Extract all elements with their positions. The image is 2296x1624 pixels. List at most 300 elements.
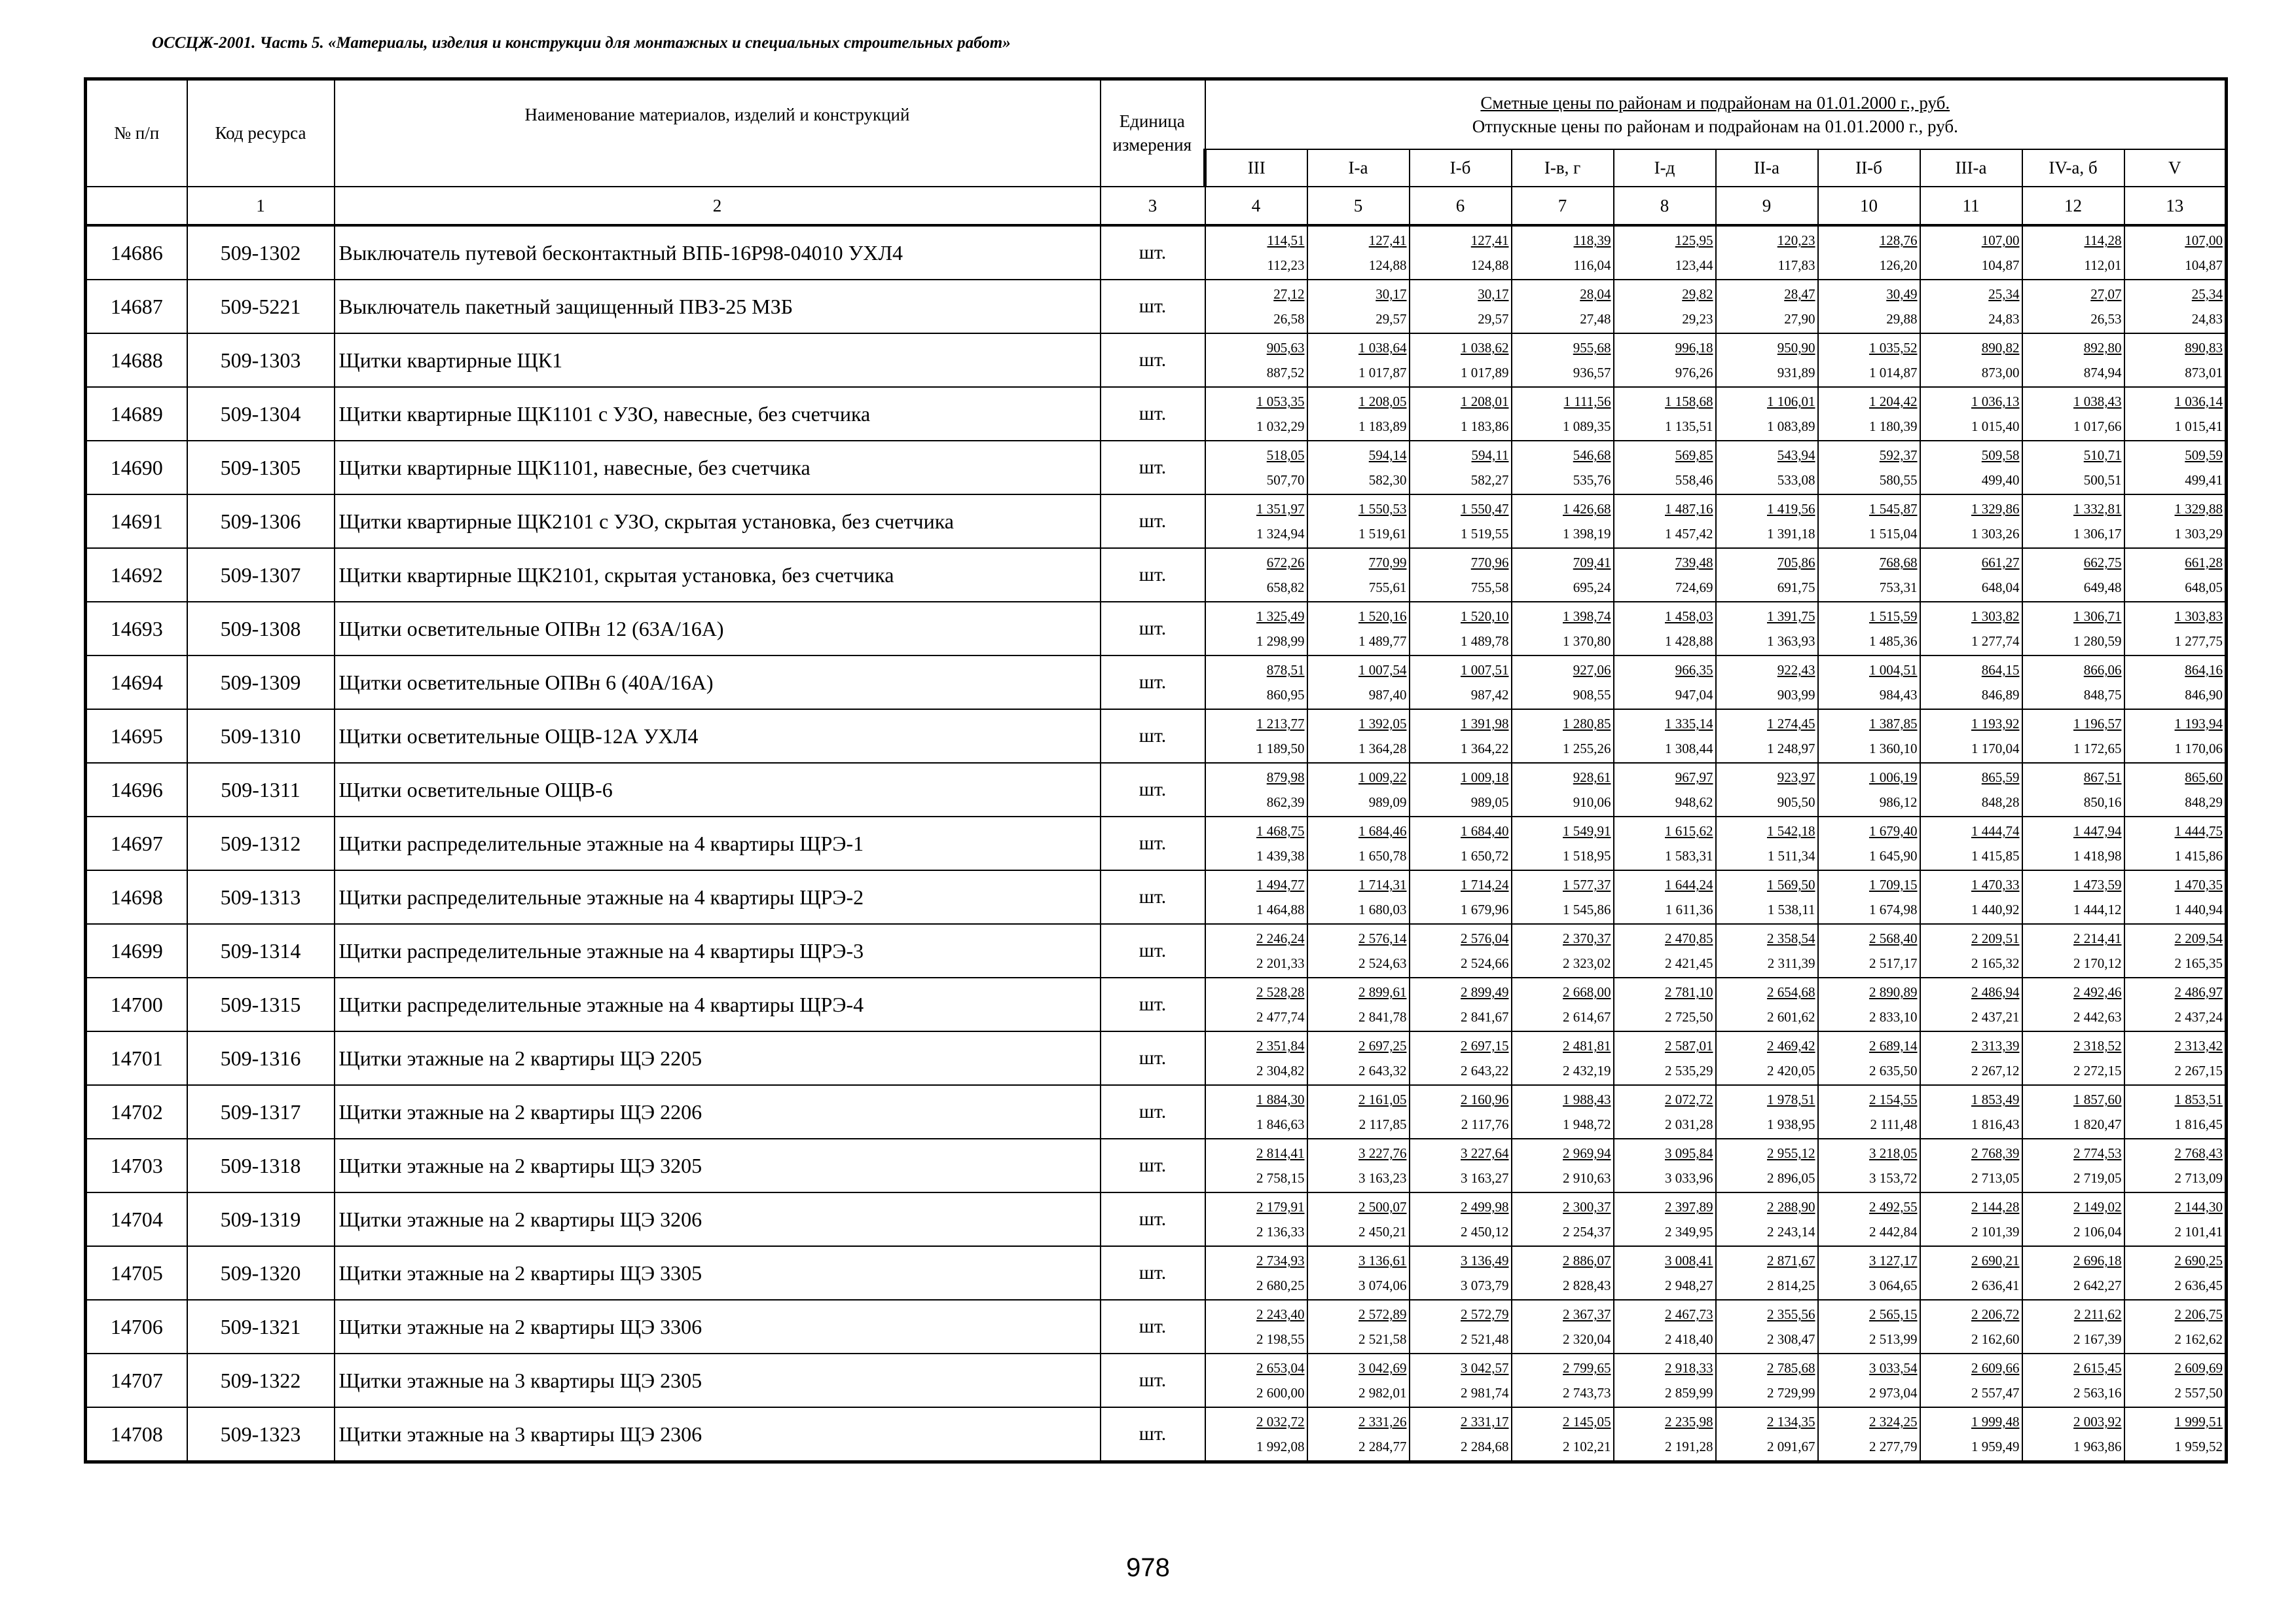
price-cell <box>1410 387 1512 441</box>
table-row <box>86 709 2227 763</box>
estimate-price: 2 492,46 <box>2073 984 2122 1000</box>
estimate-price: 2 654,68 <box>1767 984 1815 1000</box>
release-price: 499,41 <box>2185 472 2223 488</box>
release-price: 976,26 <box>1675 365 1713 380</box>
price-cell <box>1614 225 1716 280</box>
price-cell <box>1716 1407 1818 1462</box>
release-price: 1 172,65 <box>2073 741 2122 756</box>
release-price: 2 450,21 <box>1358 1224 1407 1240</box>
estimate-price: 2 886,07 <box>1563 1253 1611 1268</box>
estimate-price: 592,37 <box>1879 447 1918 463</box>
estimate-price: 1 569,50 <box>1767 877 1815 893</box>
price-cell <box>2022 494 2124 548</box>
price-cell <box>1512 709 1614 763</box>
unit-of-measure: шт. <box>1101 333 1205 387</box>
estimate-price: 2 890,89 <box>1869 984 1918 1000</box>
estimate-price: 2 690,25 <box>2174 1253 2223 1268</box>
release-price: 29,23 <box>1682 311 1713 327</box>
release-price: 2 031,28 <box>1665 1116 1713 1132</box>
price-cell <box>1614 548 1716 602</box>
price-cell <box>1307 1139 1410 1192</box>
release-price: 2 101,39 <box>1971 1224 2020 1240</box>
estimate-price: 1 009,18 <box>1461 769 1509 785</box>
estimate-price: 2 689,14 <box>1869 1038 1918 1054</box>
price-cell <box>2022 924 2124 978</box>
price-cell <box>1307 1407 1410 1462</box>
estimate-price: 2 565,15 <box>1869 1306 1918 1322</box>
price-cell <box>2124 1085 2227 1139</box>
release-price: 1 364,28 <box>1358 741 1407 756</box>
price-cell <box>1205 225 1307 280</box>
estimate-price: 2 331,26 <box>1358 1414 1407 1430</box>
estimate-price: 1 036,14 <box>2174 394 2223 409</box>
price-cell <box>1818 1407 1920 1462</box>
estimate-price: 27,12 <box>1273 286 1305 302</box>
resource-code: 509-1302 <box>187 225 335 280</box>
row-number: 14704 <box>86 1192 187 1246</box>
price-cell <box>1614 494 1716 548</box>
unit-of-measure: шт. <box>1101 1031 1205 1085</box>
estimate-price: 1 473,59 <box>2073 877 2122 893</box>
release-price: 2 311,39 <box>1767 955 1815 971</box>
estimate-price: 2 568,40 <box>1869 931 1918 946</box>
price-cell <box>1410 817 1512 870</box>
release-price: 1 519,55 <box>1461 526 1509 542</box>
estimate-price: 1 884,30 <box>1256 1092 1305 1107</box>
price-cell <box>1614 978 1716 1031</box>
resource-code: 509-1321 <box>187 1300 335 1354</box>
row-number: 14689 <box>86 387 187 441</box>
material-name: Щитки осветительные ОЩВ-12А УХЛ4 <box>335 709 1101 763</box>
release-price: 1 457,42 <box>1665 526 1713 542</box>
price-cell <box>1920 924 2022 978</box>
price-cell <box>1818 655 1920 709</box>
price-cell <box>1920 763 2022 817</box>
release-price: 905,50 <box>1777 794 1815 810</box>
price-cell <box>1205 441 1307 494</box>
estimate-price: 1 004,51 <box>1869 662 1918 678</box>
release-price: 2 513,99 <box>1869 1331 1918 1347</box>
estimate-price: 1 978,51 <box>1767 1092 1815 1107</box>
estimate-price: 120,23 <box>1777 232 1815 248</box>
price-cell <box>1818 978 1920 1031</box>
row-number: 14697 <box>86 817 187 870</box>
estimate-price: 1 006,19 <box>1869 769 1918 785</box>
release-price: 1 280,59 <box>2073 633 2122 649</box>
release-price: 2 267,12 <box>1971 1063 2020 1079</box>
release-price: 29,57 <box>1376 311 1407 327</box>
release-price: 848,75 <box>2083 687 2122 703</box>
estimate-price: 1 468,75 <box>1256 823 1305 839</box>
row-number: 14706 <box>86 1300 187 1354</box>
price-cell <box>1920 387 2022 441</box>
release-price: 1 248,97 <box>1767 741 1815 756</box>
material-name: Щитки этажные на 3 квартиры ЩЭ 2305 <box>335 1354 1101 1407</box>
price-cell <box>1205 280 1307 333</box>
release-price: 873,00 <box>1981 365 2020 380</box>
release-price: 29,88 <box>1886 311 1918 327</box>
release-price: 1 303,26 <box>1971 526 2020 542</box>
price-cell <box>2124 1031 2227 1085</box>
estimate-price: 1 280,85 <box>1563 716 1611 731</box>
price-cell <box>2022 441 2124 494</box>
release-price: 558,46 <box>1675 472 1713 488</box>
estimate-price: 1 515,59 <box>1869 608 1918 624</box>
region-header: II-а <box>1716 149 1818 187</box>
release-price: 2 284,68 <box>1461 1439 1509 1454</box>
region-header: III-а <box>1920 149 2022 187</box>
estimate-price: 1 444,75 <box>2174 823 2223 839</box>
estimate-price: 2 955,12 <box>1767 1145 1815 1161</box>
release-price: 2 642,27 <box>2073 1278 2122 1293</box>
price-cell <box>1205 709 1307 763</box>
release-price: 2 254,37 <box>1563 1224 1611 1240</box>
table-row <box>86 333 2227 387</box>
release-price: 3 163,23 <box>1358 1170 1407 1186</box>
release-price: 989,05 <box>1470 794 1509 810</box>
row-number: 14700 <box>86 978 187 1031</box>
price-cell <box>1410 1031 1512 1085</box>
release-price: 1 017,66 <box>2073 418 2122 434</box>
release-price: 580,55 <box>1879 472 1918 488</box>
release-price: 582,30 <box>1368 472 1407 488</box>
release-price: 2 111,48 <box>1870 1116 1918 1132</box>
estimate-price: 867,51 <box>2083 769 2122 785</box>
price-cell <box>2022 1354 2124 1407</box>
price-cell <box>1205 548 1307 602</box>
table-row <box>86 1192 2227 1246</box>
price-cell <box>1614 870 1716 924</box>
row-number: 14703 <box>86 1139 187 1192</box>
release-price: 104,87 <box>2185 257 2223 273</box>
release-price: 1 308,44 <box>1665 741 1713 756</box>
estimate-price: 1 520,16 <box>1358 608 1407 624</box>
unit-of-measure: шт. <box>1101 1300 1205 1354</box>
release-price: 2 201,33 <box>1256 955 1305 971</box>
price-cell <box>2022 817 2124 870</box>
release-price: 2 981,74 <box>1461 1385 1509 1401</box>
release-price: 2 308,47 <box>1767 1331 1815 1347</box>
estimate-price: 2 492,55 <box>1869 1199 1918 1215</box>
estimate-price: 128,76 <box>1879 232 1918 248</box>
unit-of-measure: шт. <box>1101 387 1205 441</box>
release-price: 2 643,22 <box>1461 1063 1509 1079</box>
estimate-price: 1 988,43 <box>1563 1092 1611 1107</box>
release-price: 1 674,98 <box>1869 902 1918 917</box>
estimate-price: 1 274,45 <box>1767 716 1815 731</box>
estimate-price: 1 303,83 <box>2174 608 2223 624</box>
column-number: 5 <box>1307 187 1410 225</box>
estimate-price: 594,11 <box>1471 447 1509 463</box>
release-price: 2 243,14 <box>1767 1224 1815 1240</box>
price-cell <box>1614 763 1716 817</box>
unit-of-measure: шт. <box>1101 1139 1205 1192</box>
release-price: 2 162,62 <box>2174 1331 2223 1347</box>
estimate-price: 2 609,69 <box>2174 1360 2223 1376</box>
price-cell <box>2022 280 2124 333</box>
estimate-price: 1 853,49 <box>1971 1092 2020 1107</box>
unit-of-measure: шт. <box>1101 870 1205 924</box>
price-cell <box>2022 655 2124 709</box>
estimate-price: 2 609,66 <box>1971 1360 2020 1376</box>
price-cell <box>1920 709 2022 763</box>
estimate-price: 1 351,97 <box>1256 501 1305 517</box>
estimate-price: 2 149,02 <box>2073 1199 2122 1215</box>
column-number: 4 <box>1205 187 1307 225</box>
price-cell <box>1307 1031 1410 1085</box>
row-number: 14690 <box>86 441 187 494</box>
table-row <box>86 441 2227 494</box>
region-header: I-б <box>1410 149 1512 187</box>
estimate-price: 2 572,79 <box>1461 1306 1509 1322</box>
price-cell <box>1307 1300 1410 1354</box>
release-price: 2 833,10 <box>1869 1009 1918 1025</box>
price-cell <box>2022 548 2124 602</box>
release-price: 1 515,04 <box>1869 526 1918 542</box>
release-price: 2 165,32 <box>1971 955 2020 971</box>
price-cell <box>1614 441 1716 494</box>
estimate-price: 770,99 <box>1368 555 1407 570</box>
release-price: 2 557,50 <box>2174 1385 2223 1401</box>
price-cell <box>1205 924 1307 978</box>
release-price: 3 073,79 <box>1461 1278 1509 1293</box>
price-cell <box>2022 1246 2124 1300</box>
release-price: 1 014,87 <box>1869 365 1918 380</box>
release-price: 1 418,98 <box>2073 848 2122 864</box>
unit-of-measure: шт. <box>1101 709 1205 763</box>
price-cell <box>1205 1300 1307 1354</box>
table-row <box>86 924 2227 978</box>
price-cell <box>1614 1407 1716 1462</box>
table-row <box>86 870 2227 924</box>
price-cell <box>1205 1354 1307 1407</box>
release-price: 908,55 <box>1573 687 1611 703</box>
estimate-price: 2 499,98 <box>1461 1199 1509 1215</box>
price-cell <box>1307 494 1410 548</box>
estimate-price: 922,43 <box>1777 662 1815 678</box>
release-price: 1 183,89 <box>1358 418 1407 434</box>
price-cell <box>2022 387 2124 441</box>
price-cell <box>1512 924 1614 978</box>
release-price: 987,40 <box>1368 687 1407 703</box>
table-row <box>86 280 2227 333</box>
release-price: 1 650,72 <box>1461 848 1509 864</box>
estimate-price: 114,28 <box>2084 232 2122 248</box>
release-price: 1 959,49 <box>1971 1439 2020 1454</box>
release-price: 2 267,15 <box>2174 1063 2223 1079</box>
price-cell <box>1307 870 1410 924</box>
estimate-price: 1 329,88 <box>2174 501 2223 517</box>
unit-of-measure: шт. <box>1101 548 1205 602</box>
release-price: 1 428,88 <box>1665 633 1713 649</box>
estimate-price: 879,98 <box>1266 769 1305 785</box>
release-price: 112,01 <box>2084 257 2122 273</box>
price-cell <box>1307 655 1410 709</box>
release-price: 1 680,03 <box>1358 902 1407 917</box>
price-cell <box>1716 280 1818 333</box>
resource-code: 509-5221 <box>187 280 335 333</box>
estimate-price: 2 160,96 <box>1461 1092 1509 1107</box>
estimate-price: 25,34 <box>2191 286 2223 302</box>
release-price: 2 349,95 <box>1665 1224 1713 1240</box>
price-cell <box>1716 1192 1818 1246</box>
price-cell <box>1512 870 1614 924</box>
price-cell <box>1410 1407 1512 1462</box>
price-cell <box>1818 280 1920 333</box>
price-cell <box>1512 548 1614 602</box>
estimate-price: 1 208,01 <box>1461 394 1509 409</box>
price-cell <box>1205 1031 1307 1085</box>
price-cell <box>1818 1246 1920 1300</box>
material-name: Щитки этажные на 2 квартиры ЩЭ 2205 <box>335 1031 1101 1085</box>
release-price: 1 518,95 <box>1563 848 1611 864</box>
column-number: 11 <box>1920 187 2022 225</box>
table-row <box>86 763 2227 817</box>
estimate-price: 1 458,03 <box>1665 608 1713 624</box>
price-cell <box>1410 978 1512 1031</box>
release-price: 3 064,65 <box>1869 1278 1918 1293</box>
table-row <box>86 225 2227 280</box>
price-cell <box>1614 1085 1716 1139</box>
page-number: 978 <box>1126 1553 1170 1582</box>
material-name: Щитки квартирные ЩК1101 с УЗО, навесные, без счетчика <box>335 387 1101 441</box>
row-number: 14686 <box>86 225 187 280</box>
price-cell <box>1512 333 1614 387</box>
estimate-price: 125,95 <box>1675 232 1713 248</box>
price-cell <box>2022 333 2124 387</box>
estimate-price: 1 470,33 <box>1971 877 2020 893</box>
release-price: 1 511,34 <box>1767 848 1815 864</box>
price-cell <box>1818 1300 1920 1354</box>
estimate-price: 1 542,18 <box>1767 823 1815 839</box>
release-price: 2 614,67 <box>1563 1009 1611 1025</box>
estimate-price: 2 697,25 <box>1358 1038 1407 1054</box>
estimate-price: 2 072,72 <box>1665 1092 1713 1107</box>
release-price: 850,16 <box>2083 794 2122 810</box>
estimate-price: 30,17 <box>1376 286 1407 302</box>
release-price: 27,48 <box>1580 311 1611 327</box>
estimate-price: 662,75 <box>2083 555 2122 570</box>
price-cell <box>1716 763 1818 817</box>
resource-code: 509-1323 <box>187 1407 335 1462</box>
row-number: 14707 <box>86 1354 187 1407</box>
release-price: 2 896,05 <box>1767 1170 1815 1186</box>
price-cell <box>1716 602 1818 655</box>
unit-of-measure: шт. <box>1101 280 1205 333</box>
price-cell <box>1818 387 1920 441</box>
table-row <box>86 602 2227 655</box>
estimate-price: 1 038,43 <box>2073 394 2122 409</box>
price-cell <box>1920 1300 2022 1354</box>
row-number: 14701 <box>86 1031 187 1085</box>
material-name: Щитки этажные на 2 квартиры ЩЭ 3206 <box>335 1192 1101 1246</box>
release-price: 2 841,67 <box>1461 1009 1509 1025</box>
unit-of-measure: шт. <box>1101 763 1205 817</box>
estimate-price: 3 033,54 <box>1869 1360 1918 1376</box>
material-name: Щитки квартирные ЩК2101 с УЗО, скрытая установка, без счетчика <box>335 494 1101 548</box>
estimate-price: 2 576,14 <box>1358 931 1407 946</box>
release-price: 2 437,21 <box>1971 1009 2020 1025</box>
document-header: ОССЦЖ-2001. Часть 5. «Материалы, изделия и конструкции для монтажных и специальных строительных работ» <box>152 34 1011 52</box>
price-cell <box>2124 763 2227 817</box>
release-price: 2 162,60 <box>1971 1331 2020 1347</box>
estimate-price: 2 814,41 <box>1256 1145 1305 1161</box>
price-cell <box>1818 1031 1920 1085</box>
table-row <box>86 1031 2227 1085</box>
release-price: 2 170,12 <box>2073 955 2122 971</box>
unit-of-measure: шт. <box>1101 441 1205 494</box>
estimate-price: 30,17 <box>1478 286 1509 302</box>
price-cell <box>1716 924 1818 978</box>
row-number: 14688 <box>86 333 187 387</box>
estimate-price: 2 486,94 <box>1971 984 2020 1000</box>
price-cell <box>1307 817 1410 870</box>
release-price: 1 948,72 <box>1563 1116 1611 1132</box>
release-price: 1 089,35 <box>1563 418 1611 434</box>
estimate-price: 1 329,86 <box>1971 501 2020 517</box>
column-number-blank <box>86 187 187 225</box>
price-cell <box>1716 333 1818 387</box>
price-cell <box>1410 1246 1512 1300</box>
row-number: 14698 <box>86 870 187 924</box>
estimate-price: 1 009,22 <box>1358 769 1407 785</box>
price-cell <box>2124 280 2227 333</box>
price-cell <box>1716 1300 1818 1354</box>
price-cell <box>1920 1246 2022 1300</box>
table-row <box>86 387 2227 441</box>
price-cell <box>1716 1031 1818 1085</box>
estimate-price: 1 007,54 <box>1358 662 1407 678</box>
release-price: 1 017,87 <box>1358 365 1407 380</box>
estimate-price: 2 587,01 <box>1665 1038 1713 1054</box>
release-price: 2 517,17 <box>1869 955 1918 971</box>
release-price: 887,52 <box>1266 365 1305 380</box>
release-price: 1 645,90 <box>1869 848 1918 864</box>
row-number: 14687 <box>86 280 187 333</box>
release-price: 2 117,76 <box>1461 1116 1509 1132</box>
price-cell <box>1920 1139 2022 1192</box>
estimate-price: 2 918,33 <box>1665 1360 1713 1376</box>
price-cell <box>2124 924 2227 978</box>
estimate-price: 2 313,39 <box>1971 1038 2020 1054</box>
resource-code: 509-1309 <box>187 655 335 709</box>
unit-of-measure: шт. <box>1101 655 1205 709</box>
price-cell <box>1716 1246 1818 1300</box>
price-cell <box>1410 280 1512 333</box>
release-price: 104,87 <box>1981 257 2020 273</box>
price-cell <box>1512 763 1614 817</box>
estimate-price: 27,07 <box>2090 286 2122 302</box>
price-cell <box>1920 1354 2022 1407</box>
price-cell <box>1205 1085 1307 1139</box>
release-price: 1 440,94 <box>2174 902 2223 917</box>
price-cell <box>2124 387 2227 441</box>
price-cell <box>1307 1246 1410 1300</box>
release-price: 948,62 <box>1675 794 1713 810</box>
estimate-price: 28,04 <box>1580 286 1611 302</box>
price-cell <box>1410 870 1512 924</box>
price-cell <box>1410 441 1512 494</box>
release-price: 117,83 <box>1777 257 1815 273</box>
estimate-price: 509,59 <box>2185 447 2223 463</box>
release-price: 848,28 <box>1981 794 2020 810</box>
release-price: 910,06 <box>1573 794 1611 810</box>
header-unit: Единица измерения <box>1101 79 1205 187</box>
price-cell <box>2022 1139 2124 1192</box>
price-cell <box>2022 978 2124 1031</box>
release-price: 1 277,74 <box>1971 633 2020 649</box>
resource-code: 509-1313 <box>187 870 335 924</box>
